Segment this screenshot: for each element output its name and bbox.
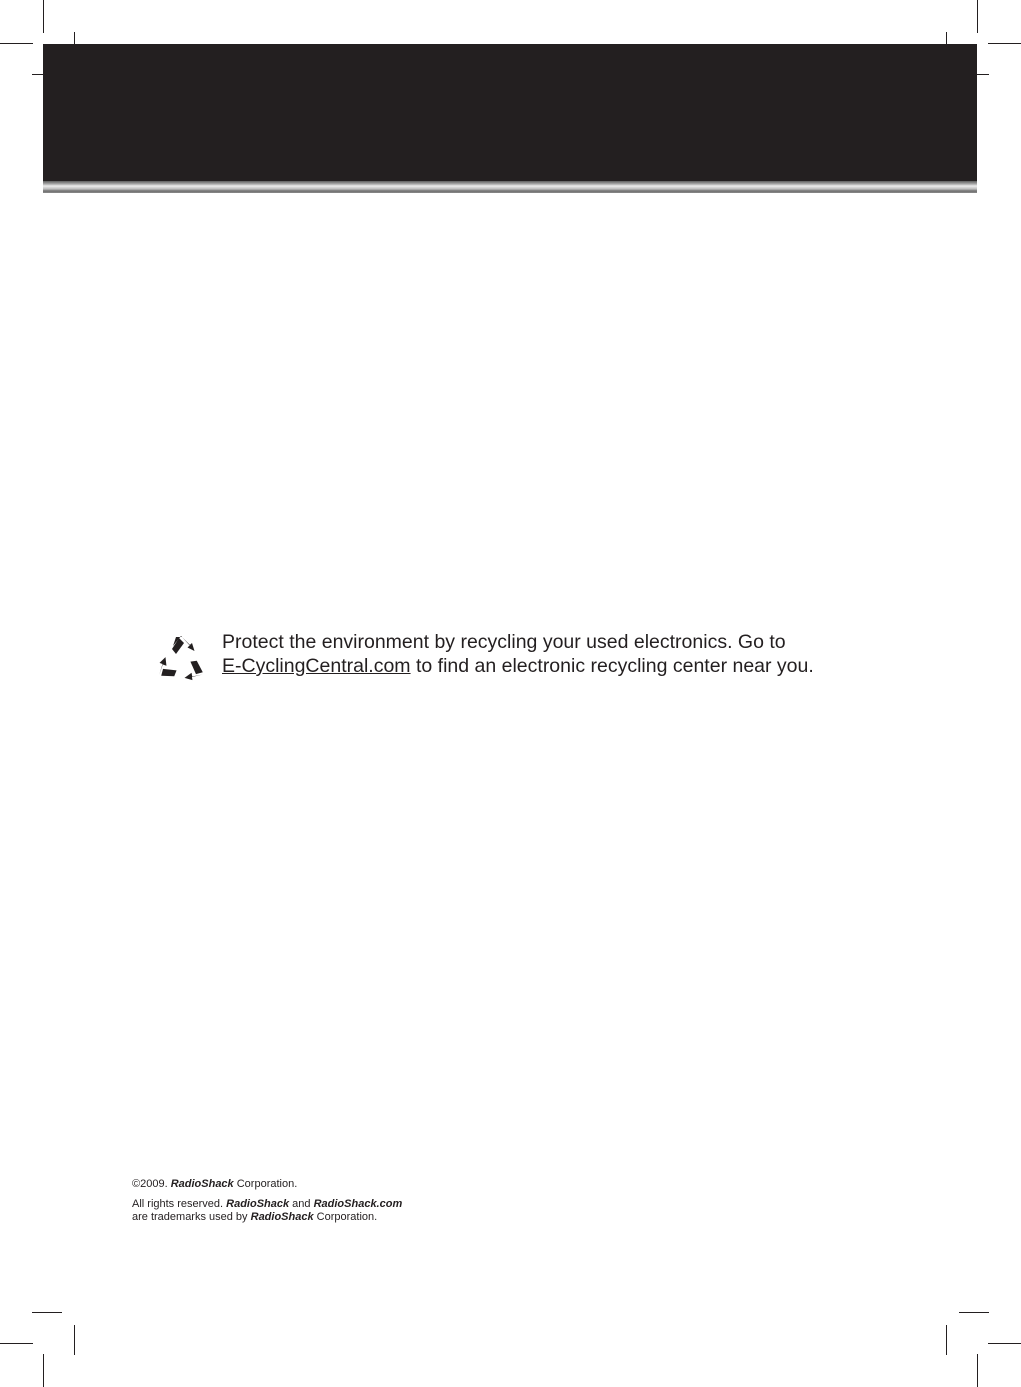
crop-mark: [977, 0, 978, 33]
copyright-year: ©2009.: [132, 1178, 171, 1190]
rights-line: [132, 1198, 532, 1211]
recycling-notice-line-2-rest: to find an electronic recycling center near you.: [410, 655, 814, 677]
crop-mark: [0, 43, 33, 44]
trademarks-corp: Corporation.: [313, 1211, 378, 1223]
crop-mark: [43, 0, 44, 33]
crop-mark: [959, 1312, 989, 1313]
copyright-block: [132, 1178, 532, 1224]
crop-mark: [0, 1343, 33, 1344]
and-text: and: [289, 1198, 314, 1210]
copyright-line: [132, 1178, 532, 1191]
recycling-notice: [222, 630, 922, 678]
crop-mark: [32, 1312, 62, 1313]
recycle-icon: [154, 632, 208, 686]
crop-mark: [43, 1354, 44, 1387]
brand-name: RadioShack: [226, 1198, 290, 1210]
crop-mark: [946, 1325, 947, 1355]
brand-website: RadioShack.com: [313, 1198, 403, 1210]
trademarks-line: [132, 1211, 532, 1224]
crop-mark: [988, 43, 1021, 44]
header-band: [43, 44, 977, 181]
header-rule: [43, 181, 977, 193]
crop-mark: [988, 1343, 1021, 1344]
brand-name: RadioShack: [250, 1211, 314, 1223]
crop-mark: [74, 1325, 75, 1355]
rights-prefix: All rights reserved.: [132, 1198, 227, 1210]
crop-mark: [977, 1354, 978, 1387]
trademarks-prefix: are trademarks used by: [132, 1211, 251, 1223]
copyright-corp: Corporation.: [233, 1178, 298, 1190]
brand-name: RadioShack: [170, 1178, 234, 1190]
recycling-notice-line-1: Protect the environment by recycling your used electronics. Go to: [222, 631, 786, 653]
e-cycling-central-link[interactable]: E-CyclingCentral.com: [222, 655, 411, 677]
recycling-notice-line-2: [222, 654, 922, 678]
